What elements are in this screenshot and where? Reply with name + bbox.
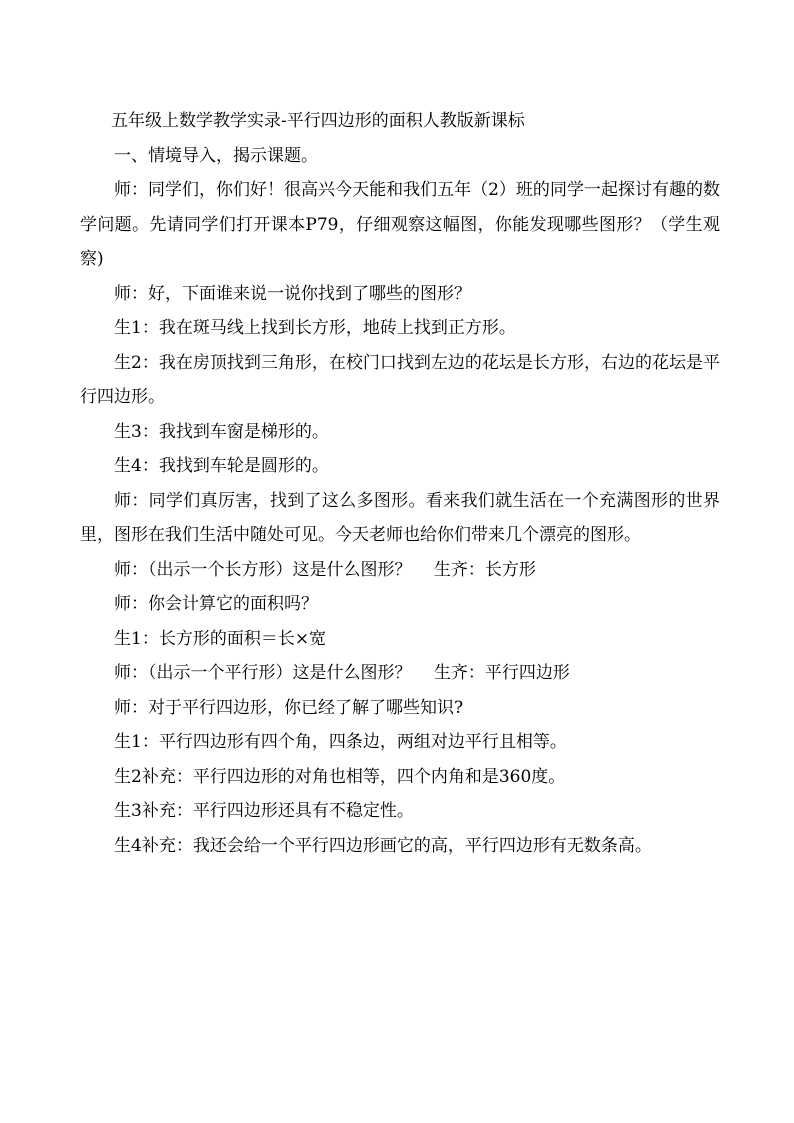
paragraph: 生1：长方形的面积＝长×宽: [114, 628, 327, 649]
paragraph: 生3：我找到车窗是梯形的。: [114, 421, 329, 442]
paragraph: 生1：我在斑马线上找到长方形，地砖上找到正方形。: [114, 318, 516, 338]
section-heading: 一、情境导入，揭示课题。: [114, 145, 318, 166]
paragraph: 生1：平行四边形有四个角，四条边，两组对边平行且相等。: [114, 732, 567, 752]
paragraph: 生2：我在房顶找到三角形，在校门口找到左边的花坛是长方形，右边的花坛是平行四边形。: [80, 352, 720, 407]
paragraph: 生4：我找到车轮是圆形的。: [114, 456, 329, 476]
paragraph: 生2补充：平行四边形的对角也相等，四个内角和是360度。: [114, 766, 566, 787]
document-title: 五年级上数学教学实录-平行四边形的面积人教版新课标: [111, 111, 525, 131]
document-body: [80, 104, 720, 863]
paragraph: 生3补充：平行四边形还具有不稳定性。: [114, 801, 414, 821]
paragraph: 师：你会计算它的面积吗？: [114, 594, 318, 614]
paragraph: 师：同学们，你们好！很高兴今天能和我们五年（2）班的同学一起探讨有趣的数学问题。先请同学们打开课本P79，仔细观察这幅图，你能发现哪些图形？（学生观察): [80, 180, 720, 269]
paragraph: 师：对于平行四边形，你已经了解了哪些知识?: [114, 697, 464, 718]
paragraph: 师：（出示一个平行形）这是什么图形？ 生齐：平行四边形: [114, 663, 570, 683]
paragraph: 生4补充：我还会给一个平行四边形画它的高，平行四边形有无数条高。: [114, 835, 652, 856]
paragraph: 师：（出示一个长方形）这是什么图形？ 生齐：长方形: [114, 559, 536, 580]
paragraph: 师：好，下面谁来说一说你找到了哪些的图形？: [114, 283, 471, 304]
paragraph: 师：同学们真厉害，找到了这么多图形。看来我们就生活在一个充满图形的世界里，图形在我们生活中随处可见。今天老师也给你们带来几个漂亮的图形。: [80, 490, 720, 545]
